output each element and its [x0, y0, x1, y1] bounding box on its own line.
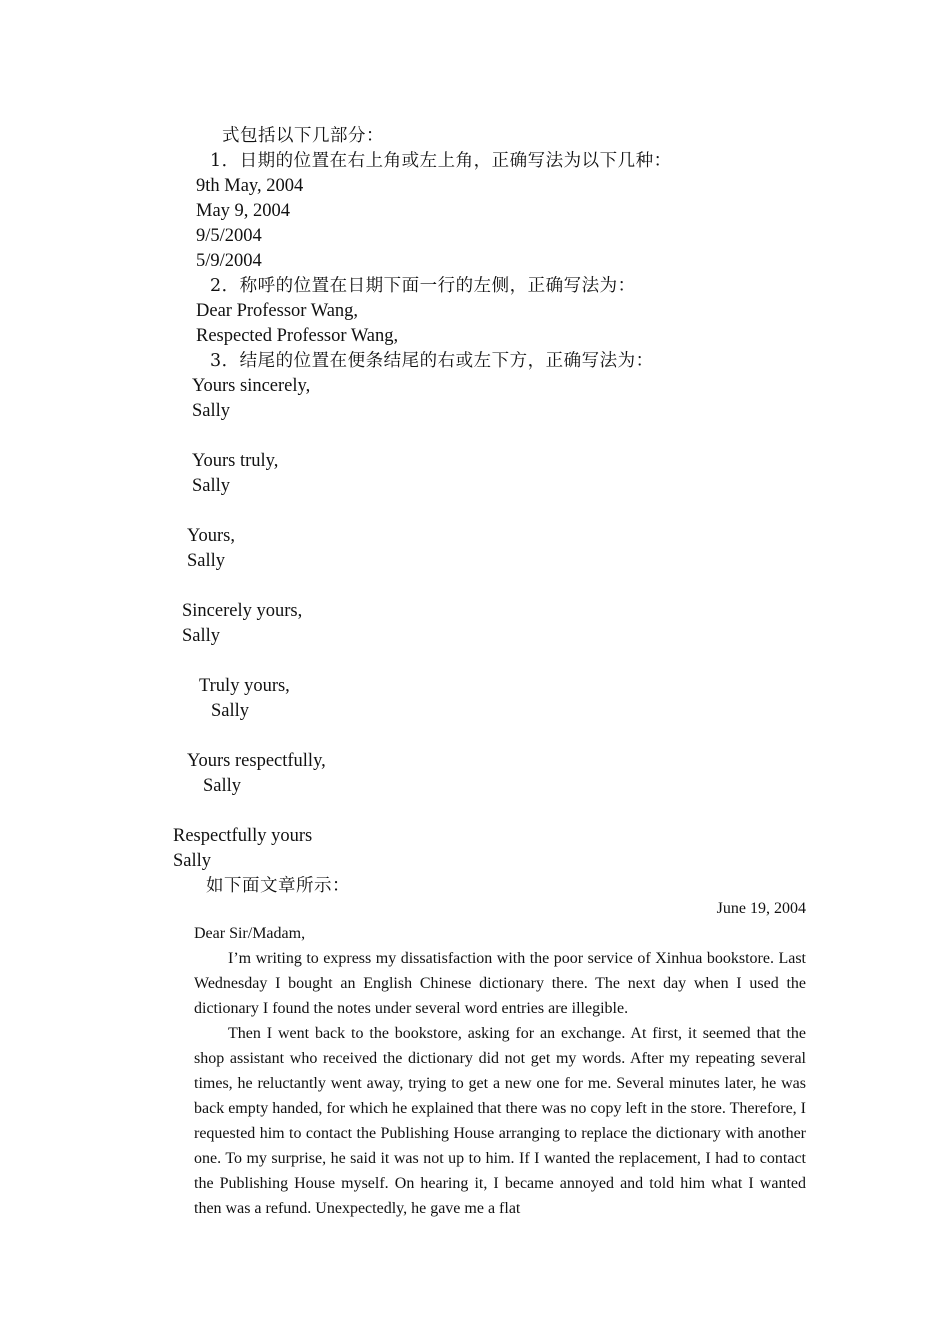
section-heading-date: 1．日期的位置在右上角或左上角，正确写法为以下几种：	[210, 151, 672, 171]
closing-phrase: Respectfully yours	[173, 826, 313, 846]
letter-paragraph: I’m writing to express my dissatisfaction with the poor service of Xinhua bookstore. Last Wednesday I bought an English Chinese dictionary there. The next day when I used the dictionary I found the notes under several word entries are illegible.	[194, 950, 806, 1017]
sample-intro-text: 如下面文章所示：	[206, 876, 350, 896]
letter-salutation: Dear Sir/Madam,	[194, 925, 306, 942]
section-heading-closing: 3．结尾的位置在便条结尾的右或左下方，正确写法为：	[210, 351, 654, 371]
letter-date: June 19, 2004	[716, 900, 806, 917]
closing-phrase: Yours respectfully,	[187, 751, 326, 771]
closing-name: Sally	[211, 701, 250, 721]
closing-phrase: Sincerely yours,	[182, 601, 303, 621]
date-example: 5/9/2004	[196, 251, 262, 271]
section-heading-salutation: 2．称呼的位置在日期下面一行的左侧，正确写法为：	[210, 276, 636, 296]
salutation-example: Dear Professor Wang,	[196, 301, 359, 321]
closing-name: Sally	[192, 476, 231, 496]
letter-paragraph: Then I went back to the bookstore, asking for an exchange. At first, it seemed that the shop assistant who received the dictionary did not get my words. After my repeating several times, he reluctantly went away, trying to get a new one for me. Several minutes later, he was back empty handed, for which he explained that there was no copy left in the store. Therefore, I requested him to contact the Publishing House arranging to replace the dictionary with another one. To my surprise, he said it was not up to him. If I wanted the replacement, I had to contact the Publishing House myself. On hearing it, I became annoyed and told him what I wanted then was a refund. Unexpectedly, he gave me a flat	[194, 1025, 806, 1217]
date-example: 9/5/2004	[196, 226, 262, 246]
closing-name: Sally	[203, 776, 242, 796]
closing-phrase: Yours truly,	[192, 451, 279, 471]
closing-name: Sally	[192, 401, 231, 421]
closing-phrase: Yours,	[187, 526, 235, 546]
date-example: May 9, 2004	[196, 201, 291, 221]
closing-name: Sally	[173, 851, 212, 871]
intro-text: 式包括以下几部分：	[222, 126, 384, 146]
closing-name: Sally	[182, 626, 221, 646]
closing-phrase: Truly yours,	[199, 676, 290, 696]
date-example: 9th May, 2004	[196, 176, 304, 196]
letter-body	[194, 921, 806, 1221]
closing-name: Sally	[187, 551, 226, 571]
closing-phrase: Yours sincerely,	[192, 376, 311, 396]
salutation-example: Respected Professor Wang,	[196, 326, 399, 346]
